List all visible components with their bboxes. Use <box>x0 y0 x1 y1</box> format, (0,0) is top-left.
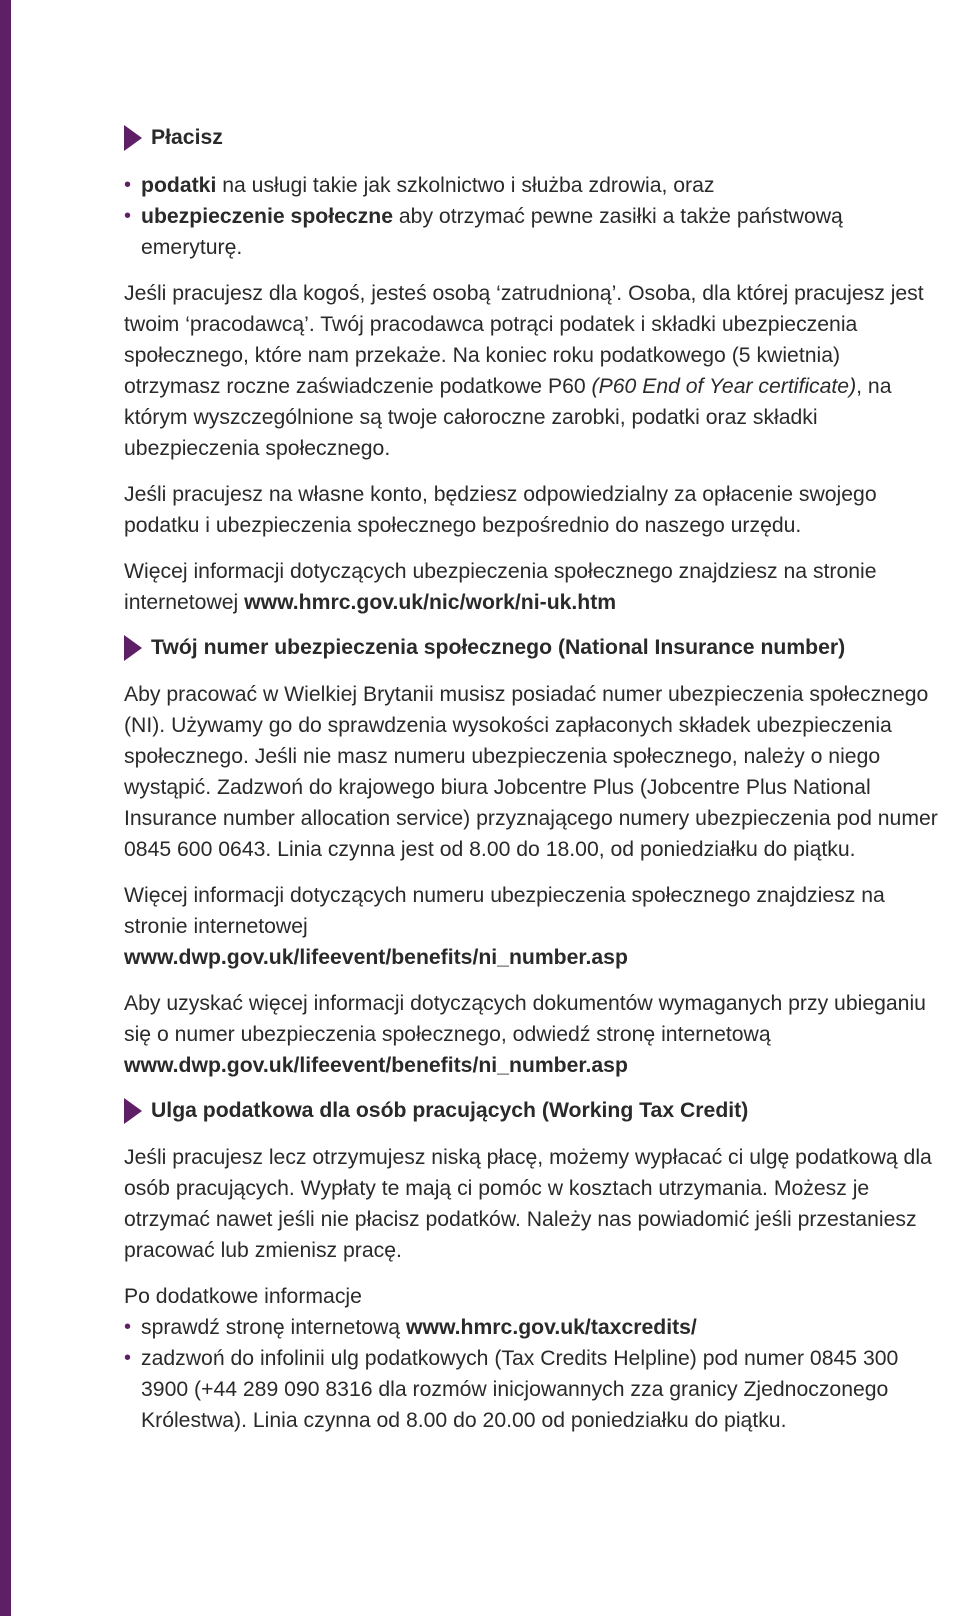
section-heading-working-tax-credit <box>124 1095 939 1126</box>
url-link[interactable]: www.hmrc.gov.uk/taxcredits/ <box>405 1316 697 1339</box>
section-heading-ni-number <box>124 632 939 663</box>
paragraph <box>124 556 939 618</box>
paragraph-text: Więcej informacji dotyczących numeru ubezpieczenia społecznego znajdziesz na stronie internetowej <box>124 884 885 938</box>
paragraph <box>124 880 939 973</box>
paragraph-text: Aby uzyskać więcej informacji dotyczących dokumentów wymaganych przy ubieganiu się o numer ubezpieczenia społecznego, odwiedź stronę internetową <box>124 992 926 1046</box>
paragraph-text: Więcej informacji dotyczących ubezpieczenia społecznego znajdziesz na stronie internetowej <box>124 560 877 614</box>
list-item <box>124 201 939 263</box>
triangle-right-icon <box>124 1098 142 1124</box>
paragraph <box>124 278 939 464</box>
list-item <box>124 170 939 201</box>
section-heading-text: Ulga podatkowa dla osób pracujących (Working Tax Credit) <box>151 1099 749 1122</box>
list-item: • zadzwoń do infolinii ulg podatkowych (Tax Credits Helpline) pod numer 0845 300 3900 (+44 289 090 8316 dla rozmów inicjowannych zza granicy Zjednoczonego Królestwa). Linia czynna od 8.00 do 20.00 od poniedziałku do piątku. <box>124 1343 939 1436</box>
paragraph <box>124 988 939 1081</box>
list-item-text: aby otrzymać pewne zasiłki a także państwową emeryturę. <box>141 205 843 259</box>
document-body <box>124 122 939 1436</box>
triangle-right-icon <box>124 635 142 661</box>
url-link[interactable]: www.dwp.gov.uk/lifeevent/benefits/ni_number.asp <box>124 946 628 969</box>
section-heading-text: Płacisz <box>151 126 223 149</box>
paragraph: Po dodatkowe informacje <box>124 1285 362 1308</box>
section-heading-placisz <box>124 122 939 153</box>
url-link[interactable]: www.hmrc.gov.uk/nic/work/ni-uk.htm <box>244 591 617 614</box>
list-item <box>124 1312 939 1343</box>
list-item-text: sprawdź stronę internetową <box>141 1316 406 1339</box>
paragraph: Jeśli pracujesz lecz otrzymujesz niską płacę, możemy wypłacać ci ulgę podatkową dla osób pracujących. Wypłaty te mają ci pomóc w kosztach utrzymania. Możesz je otrzymać nawet jeśli nie płacisz podatków. Należy nas powiadomić jeśli przestaniesz pracować lub zmienisz pracę. <box>124 1146 932 1262</box>
page-edge-bar <box>0 0 11 1616</box>
bullet-list <box>124 170 939 263</box>
bold-term: ubezpieczenie społeczne <box>141 205 393 228</box>
paragraph-text: , na którym wyszczególnione są twoje całoroczne zarobki, podatki oraz składki ubezpieczenia społecznego. <box>124 375 892 460</box>
paragraph: Jeśli pracujesz na własne konto, będziesz odpowiedzialny za opłacenie swojego podatku i ubezpieczenia społecznego bezpośrednio do naszego urzędu. <box>124 483 877 537</box>
italic-text: (P60 End of Year certificate) <box>591 375 857 398</box>
paragraph: Aby pracować w Wielkiej Brytanii musisz posiadać numer ubezpieczenia społecznego (NI). Używamy go do sprawdzenia wysokości zapłaconych składek ubezpieczenia społecznego. Jeśli nie masz numeru ubezpieczenia społecznego, należy o niego wystąpić. Zadzwoń do krajowego biura Jobcentre Plus (Jobcentre Plus National Insurance number allocation service) przyznającego numery ubezpieczenia pod numer 0845 600 0643. Linia czynna jest od 8.00 do 18.00, od poniedziałku do piątku. <box>124 683 938 861</box>
url-link[interactable]: www.dwp.gov.uk/lifeevent/benefits/ni_number.asp <box>124 1054 628 1077</box>
bold-term: podatki <box>141 174 217 197</box>
section-heading-text: Twój numer ubezpieczenia społecznego (National Insurance number) <box>151 636 846 659</box>
triangle-right-icon <box>124 125 142 151</box>
paragraph-text: Jeśli pracujesz dla kogoś, jesteś osobą ‘zatrudnioną’. Osoba, dla której pracujesz jest twoim ‘pracodawcą’. Twój pracodawca potrąci podatek i składki ubezpieczenia społecznego, które nam przekaże. Na koniec roku podatkowego (5 kwietnia) otrzymasz roczne zaświadczenie podatkowe P60 <box>124 282 924 398</box>
bullet-list <box>124 1312 939 1436</box>
list-item-text: na usługi takie jak szkolnictwo i służba zdrowia, oraz <box>216 174 715 197</box>
